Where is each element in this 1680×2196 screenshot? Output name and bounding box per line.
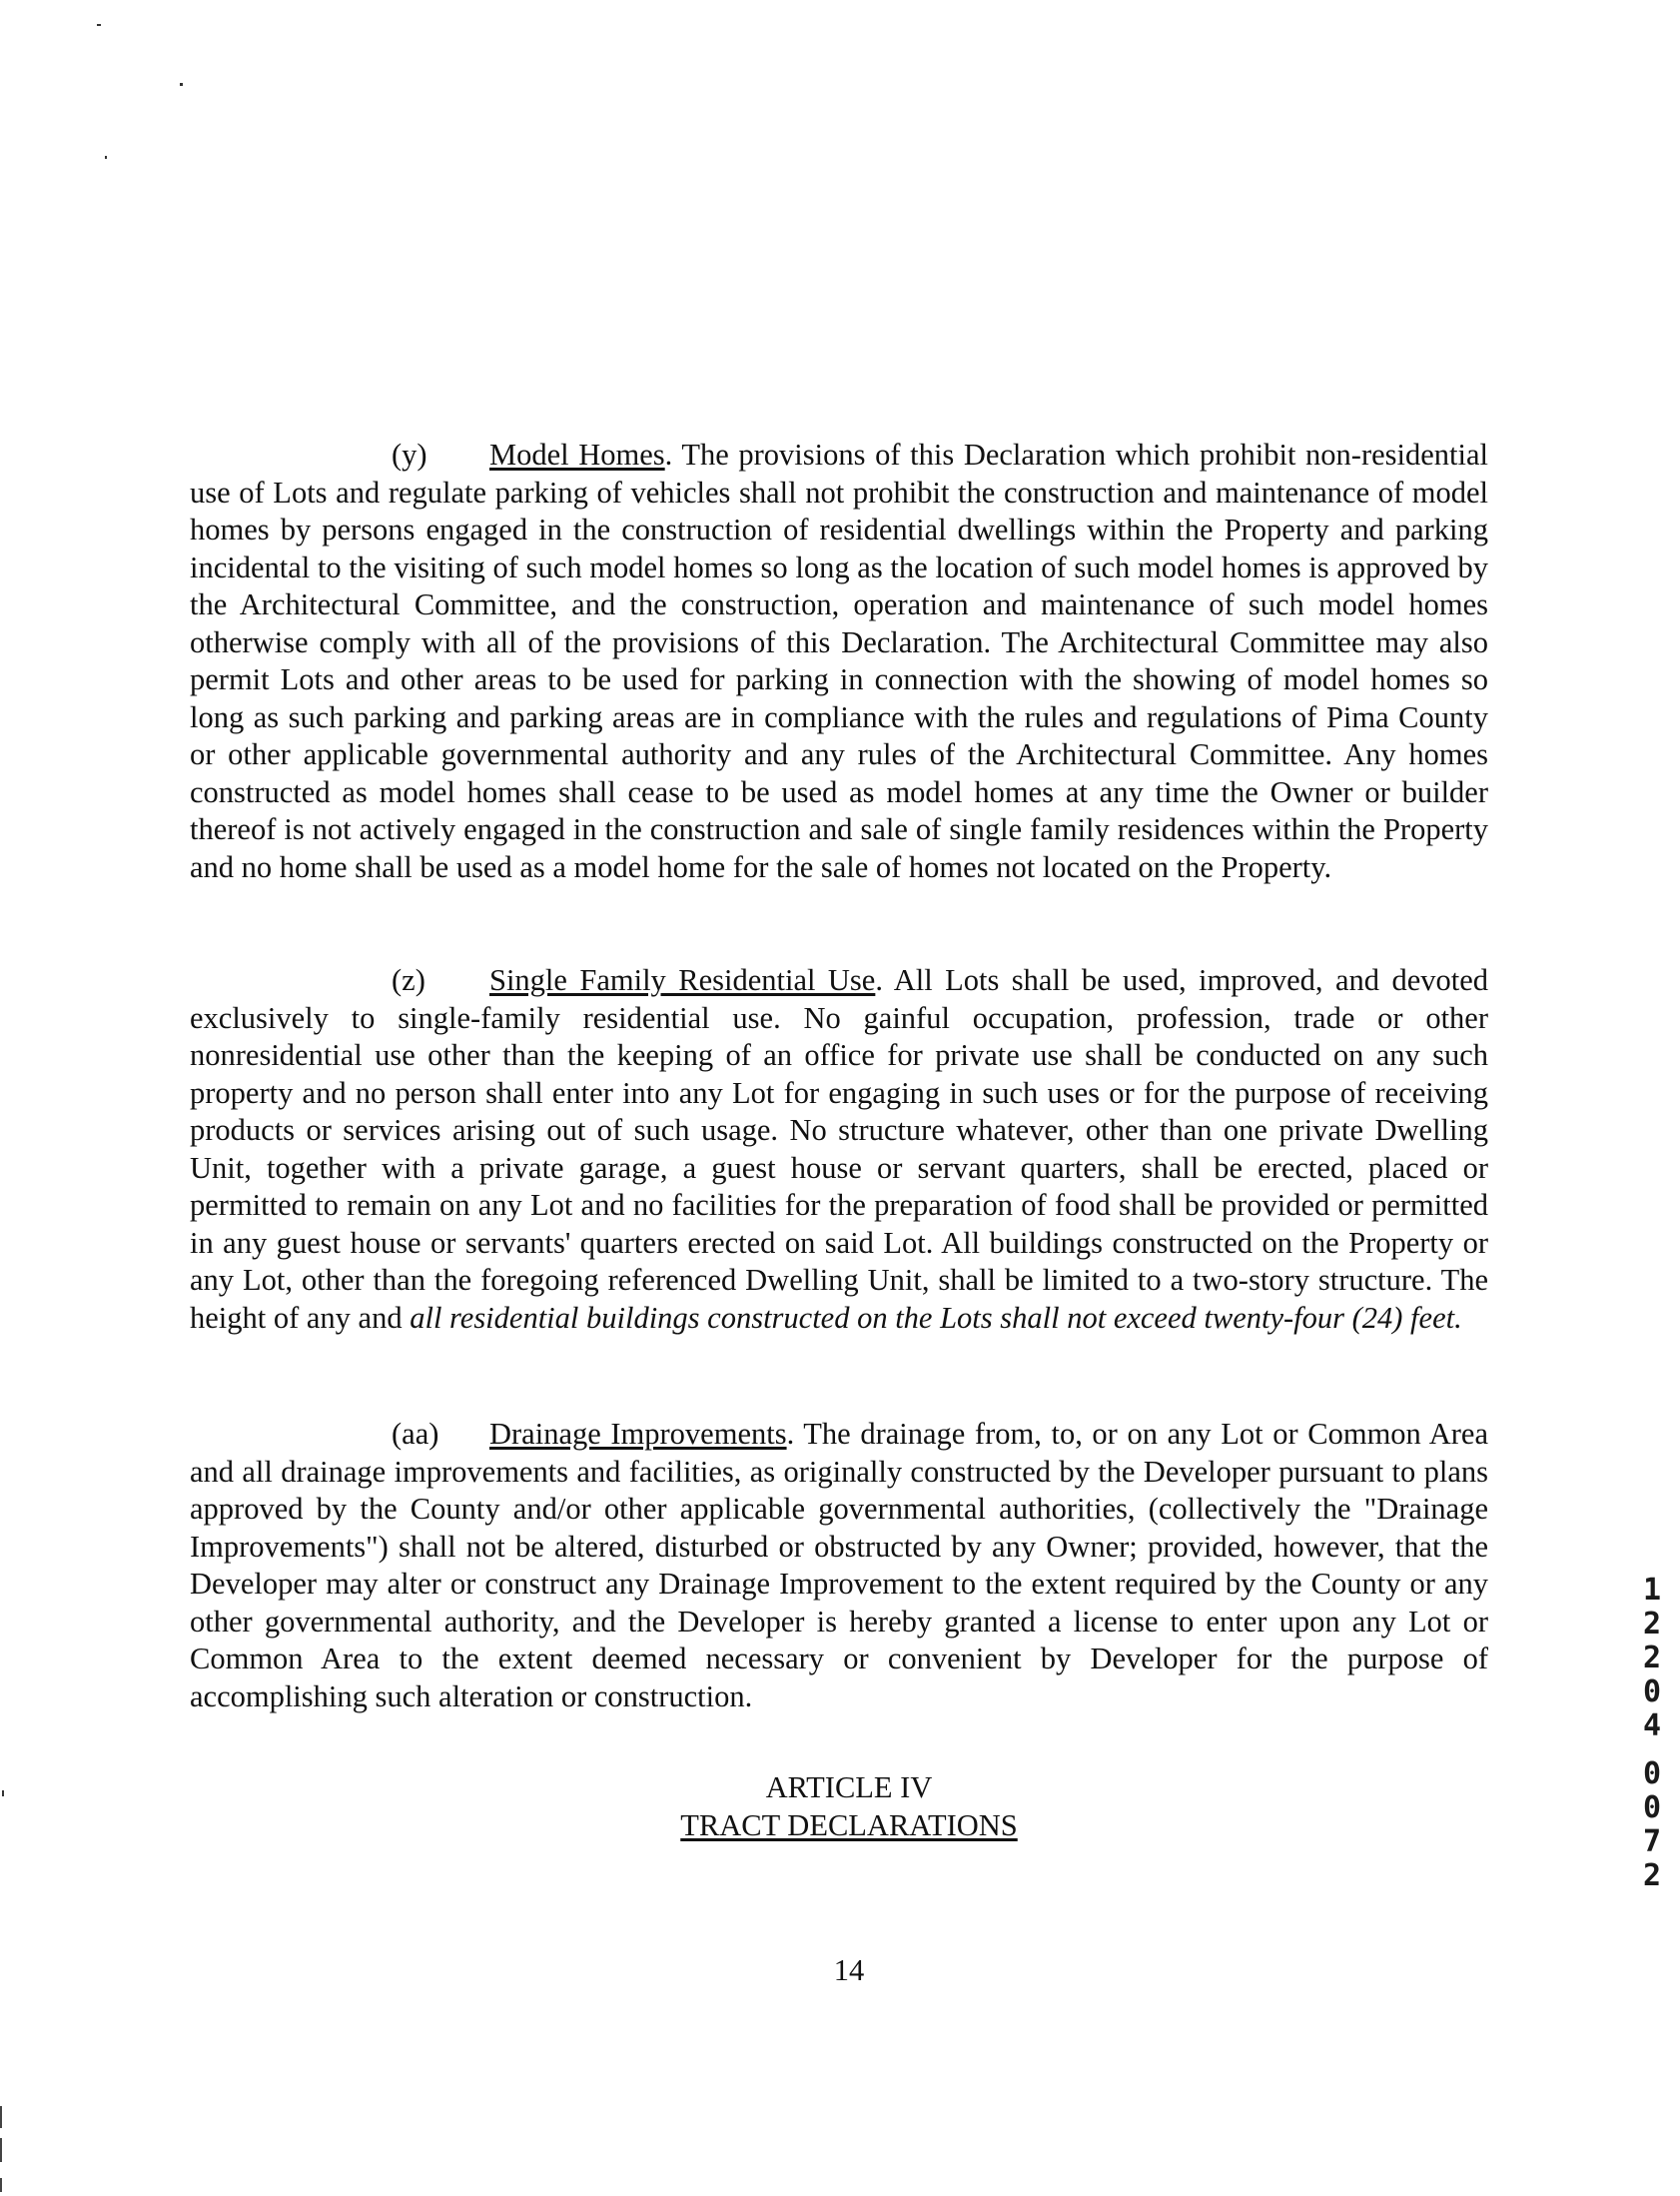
paragraph-body: . The drainage from, to, or on any Lot or Common Area and all drainage improvements and facilities, as originally constructed by the Developer pursuant to plans approved by the County and/or other applicable governmental authorities, (collectively the "Drainage Improvements") shall not be altered, disturbed or obstructed by any Owner; provided, however, that the Developer may alter or construct any Drainage Improvement to the extent required by the County or any other governmental authority, and the Developer is hereby granted a license to enter upon any Lot or Common Area to the extent deemed necessary or convenient by Developer for the purpose of accomplishing such alteration or construction. — [190, 1417, 1488, 1713]
article-title-text: TRACT DECLARATIONS — [680, 1808, 1018, 1842]
paragraph-label: (y) — [392, 438, 427, 472]
paragraph-body: . The provisions of this Declaration which prohibit non-residential use of Lots and regulate parking of vehicles shall not prohibit the construction and maintenance of model homes by persons engaged in the construction of residential dwellings within the Property and parking incidental to the visiting of such model homes so long as the location of such model homes is approved by the Architectural Committee, and the construction, operation and maintenance of such model homes otherwise comply with all of the provisions of this Declaration. The Architectural Committee may also permit Lots and other areas to be used for parking in connection with the showing of model homes so long as such parking and parking areas are in compliance with the rules and regulations of Pima County or other applicable governmental authority and any rules of the Architectural Committee. Any homes constructed as model homes shall cease to be used as model homes at any time the Owner or builder thereof is not actively engaged in the construction and sale of single family residences within the Property and no home shall be used as a model home for the sale of homes not located on the Property. — [190, 438, 1488, 884]
margin-stamp-digit: 4 — [1642, 1708, 1662, 1743]
paragraph-title: Model Homes — [489, 438, 665, 472]
paragraph-model-homes — [190, 437, 1488, 886]
paragraph-single-family-residential-use — [190, 962, 1488, 1337]
margin-stamp-digit: 2 — [1642, 1858, 1662, 1893]
margin-stamp-digit: 2 — [1642, 1641, 1662, 1675]
paragraph-title: Single Family Residential Use — [489, 963, 876, 997]
margin-stamp-digit: 0 — [1642, 1790, 1662, 1825]
margin-stamp-digit: 1 — [1642, 1573, 1662, 1608]
scan-edge-mark — [0, 2178, 2, 2192]
scan-speck — [180, 83, 183, 86]
paragraph-body: . All Lots shall be used, improved, and devoted exclusively to single-family residential use. No gainful occupation, profession, trade or other nonresidential use other than the keeping of an office for private use shall be conducted on any such property and no person shall enter into any Lot for engaging in such uses or for the purpose of receiving products or services arising out of such usage. No structure whatever, other than one private Dwelling Unit, together with a private garage, a guest house or servant quarters, shall be erected, placed or permitted to remain on any Lot and no facilities for the preparation of food shall be provided or permitted in any guest house or servants' quarters erected on said Lot. All buildings constructed on the Property or any Lot, other than the foregoing referenced Dwelling Unit, shall be limited to a two-story structure. The height of any and — [190, 963, 1488, 1335]
paragraph-drainage-improvements — [190, 1416, 1488, 1715]
scan-edge-mark — [0, 2106, 2, 2128]
margin-stamp-digit: 7 — [1642, 1824, 1662, 1859]
article-number: ARTICLE IV — [765, 1770, 933, 1804]
paragraph-label: (aa) — [392, 1417, 439, 1451]
margin-stamp-digit: 2 — [1642, 1607, 1662, 1642]
article-title — [0, 1806, 1680, 1845]
page-number: 14 — [833, 1953, 865, 1987]
scan-edge-mark — [0, 2138, 2, 2162]
margin-stamp-digit: 0 — [1642, 1756, 1662, 1791]
paragraph-label: (z) — [392, 963, 425, 997]
paragraph-body-italic: all residential buildings constructed on the Lots shall not exceed twenty-four (24) feet. — [410, 1300, 1462, 1335]
scan-speck — [97, 24, 101, 26]
margin-stamp-digit: 0 — [1642, 1674, 1662, 1709]
scan-speck — [105, 156, 107, 159]
paragraph-title: Drainage Improvements — [489, 1417, 787, 1451]
